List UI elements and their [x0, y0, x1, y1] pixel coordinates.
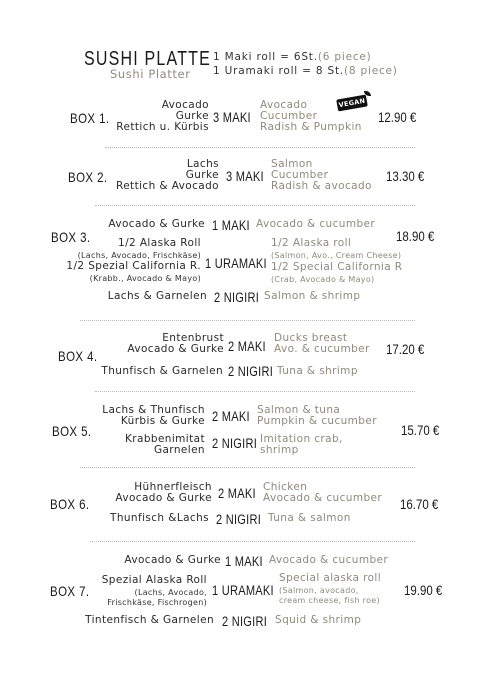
- box-6-english-1: Chicken Avocado & cucumber: [263, 481, 383, 504]
- box-5-german-1: Lachs & Thunfisch Kürbis & Gurke: [102, 404, 205, 427]
- box-3-german-3: Lachs & Garnelen: [107, 290, 207, 302]
- box-3-english-3: Salmon & shrimp: [264, 290, 361, 302]
- box-6-german-1: Hühnerfleisch Avocado & Gurke: [115, 481, 212, 504]
- box-7-label: BOX 7.: [50, 583, 90, 599]
- box-1-german: Avocado Gurke Rettich u. Kürbis: [116, 99, 209, 133]
- box-1-count: 3 MAKI: [213, 110, 251, 125]
- box-4-german-1: Entenbrust Avocado & Gurke: [127, 332, 224, 355]
- box-6-english-2: Tuna & salmon: [268, 512, 351, 524]
- box-7-english-2: Special alaska roll (Salmon, avocado, cream cheese, fish roe): [279, 572, 382, 605]
- box-3-german-1: Avocado & Gurke: [108, 218, 205, 230]
- box-5-english-1: Salmon & tuna Pumpkin & cucumber: [257, 404, 377, 427]
- box-5-english-2: Imitation crab, shrimp: [260, 433, 343, 456]
- divider: [105, 147, 415, 148]
- box-1-price: 12.90 €: [378, 110, 417, 125]
- box-7-count-1: 1 MAKI: [225, 554, 263, 569]
- box-3-german-2: 1/2 Alaska Roll (Lachs, Avocado, Frischkäse) 1/2 Spezial California R. (Krabb., Avocado & Mayo): [66, 237, 201, 283]
- box-7-german-2: Spezial Alaska Roll (Lachs, Avocado, Frischkäse, Fischrogen): [101, 574, 207, 607]
- divider: [95, 205, 415, 206]
- box-3-count-1: 1 MAKI: [212, 218, 250, 233]
- box-2-label: BOX 2.: [68, 169, 108, 185]
- box-2-german: Lachs Gurke Rettich & Avocado: [115, 158, 219, 192]
- uramaki-rule: 1 Uramaki roll = 8 St.(8 piece): [213, 65, 398, 77]
- divider: [95, 391, 415, 392]
- box-4-label: BOX 4.: [58, 348, 98, 364]
- box-4-count-1: 2 MAKI: [228, 339, 266, 354]
- box-4-english-2: Tuna & shrimp: [277, 365, 358, 377]
- box-7-german-3: Tintenfisch & Garnelen: [85, 614, 214, 626]
- box-6-label: BOX 6.: [50, 496, 90, 512]
- box-5-german-2: Krabbenimitat Garnelen: [124, 433, 205, 456]
- divider: [80, 467, 415, 468]
- box-7-english-3: Squid & shrimp: [275, 614, 362, 626]
- page-subtitle: Sushi Platter: [110, 67, 191, 81]
- box-5-count-1: 2 MAKI: [212, 409, 250, 424]
- box-6-price: 16.70 €: [400, 497, 439, 512]
- box-3-label: BOX 3.: [51, 229, 91, 245]
- box-3-price: 18.90 €: [396, 229, 435, 244]
- box-4-english-1: Ducks breast Avo. & cucumber: [274, 332, 370, 355]
- box-1-label: BOX 1.: [70, 110, 110, 126]
- maki-rule: 1 Maki roll = 6St.(6 piece): [213, 51, 372, 63]
- box-4-german-2: Thunfisch & Garnelen: [101, 365, 223, 377]
- divider: [80, 320, 415, 321]
- page-title: SUSHI PLATTE: [84, 48, 212, 70]
- box-6-count-2: 2 NIGIRI: [216, 512, 262, 527]
- box-5-price: 15.70 €: [401, 423, 440, 438]
- box-7-german-1: Avocado & Gurke: [124, 554, 221, 566]
- box-7-count-3: 2 NIGIRI: [222, 614, 268, 629]
- box-7-english-1: Avocado & cucumber: [269, 554, 389, 566]
- box-2-english: Salmon Cucumber Radish & avocado: [271, 158, 372, 192]
- box-3-count-3: 2 NIGIRI: [214, 290, 260, 305]
- box-4-price: 17.20 €: [386, 342, 425, 357]
- box-5-label: BOX 5.: [52, 423, 92, 439]
- box-7-price: 19.90 €: [404, 583, 443, 598]
- box-2-count: 3 MAKI: [226, 169, 264, 184]
- box-3-count-2: 1 URAMAKI: [205, 256, 267, 271]
- box-4-count-2: 2 NIGIRI: [228, 364, 274, 379]
- box-6-count-1: 2 MAKI: [218, 486, 256, 501]
- box-5-count-2: 2 NIGIRI: [212, 436, 258, 451]
- box-7-count-2: 1 URAMAKI: [212, 583, 274, 598]
- box-3-english-1: Avocado & cucumber: [256, 218, 376, 230]
- box-2-price: 13.30 €: [386, 169, 425, 184]
- vegan-badge: VEGAN: [336, 94, 368, 111]
- box-3-english-2: 1/2 Alaska roll (Salmon, Avo., Cream Cheese) 1/2 Special California R (Crab, Avocado & Mayo): [271, 237, 403, 284]
- divider: [90, 541, 415, 542]
- box-1-english: Avocado Cucumber Radish & Pumpkin: [260, 99, 362, 133]
- box-6-german-2: Thunfisch &Lachs: [110, 512, 209, 524]
